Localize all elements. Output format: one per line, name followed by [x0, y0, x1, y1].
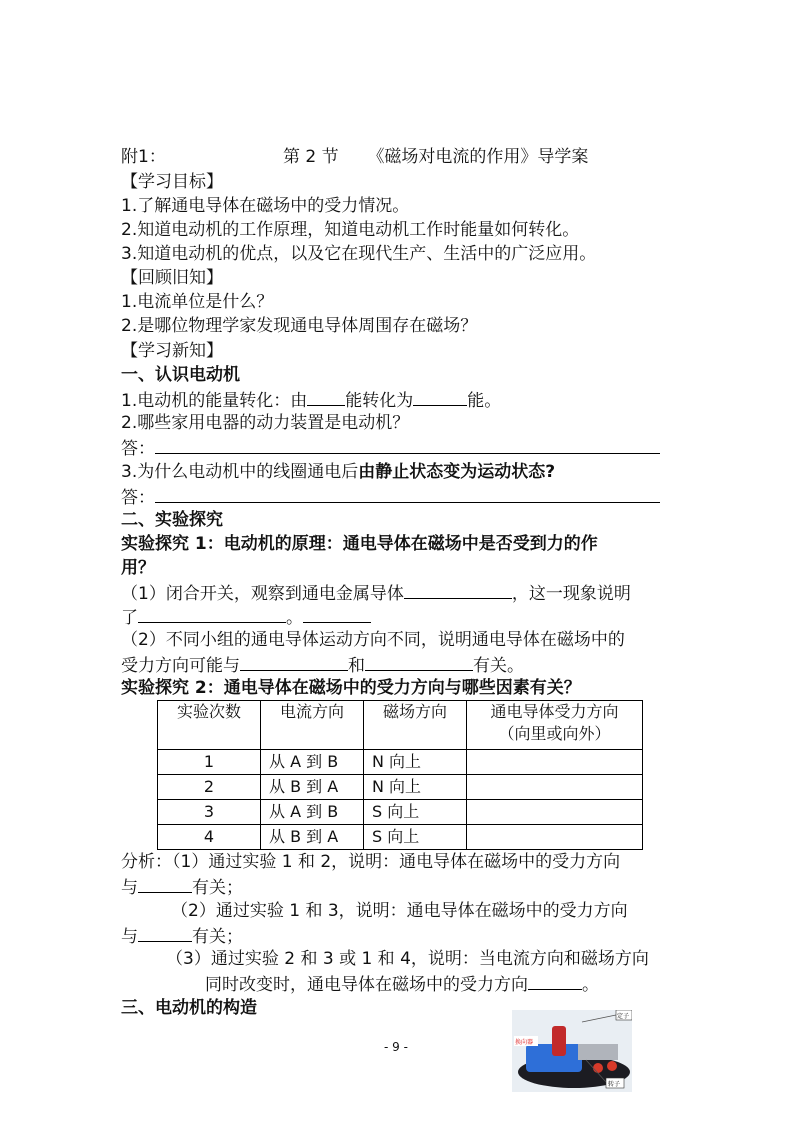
table-row: 2 从 B 到 A N 向上 [158, 775, 643, 800]
answer-line: 答： [121, 484, 660, 510]
blank[interactable] [138, 604, 286, 623]
table-header: 电流方向 [261, 701, 364, 750]
label-commutator: 换向器 [515, 1039, 534, 1046]
label-stator: 定子 [617, 1013, 630, 1020]
blank[interactable] [240, 652, 348, 671]
question-energy-conversion: 1.电动机的能量转化：由 能转化为 能。 [121, 387, 501, 413]
question-coil-motion: 3.为什么电动机中的线圈通电后由静止状态变为运动状态? [121, 462, 556, 482]
blank[interactable] [528, 971, 582, 990]
section-number: 第 2 节 [283, 147, 339, 167]
page-title [283, 145, 588, 169]
terminal [607, 1061, 617, 1071]
motor-rotor-frame [578, 1044, 618, 1060]
table-header: 通电导体受力方向 （向里或向外） [467, 701, 643, 750]
appendix-label: 附1： [121, 147, 166, 167]
table-row: 1 从 A 到 B N 向上 [158, 750, 643, 775]
answer-blank[interactable] [155, 435, 660, 454]
blank[interactable] [303, 604, 371, 623]
table-row: 3 从 A 到 B S 向上 [158, 800, 643, 825]
blank[interactable] [138, 923, 192, 942]
answer-cell[interactable] [467, 750, 643, 775]
analysis-1-cont: 与 有关； [121, 874, 243, 900]
blank[interactable] [307, 387, 345, 406]
review-item: 2.是哪位物理学家发现通电导体周围存在磁场？ [121, 316, 478, 336]
experiment2-title: 实验探究 2：通电导体在磁场中的受力方向与哪些因素有关？ [121, 678, 581, 698]
review-heading: 【回顾旧知】 [121, 268, 223, 288]
blank[interactable] [413, 387, 467, 406]
goal-item: 1.了解通电导体在磁场中的受力情况。 [121, 196, 410, 216]
goals-heading: 【学习目标】 [121, 172, 223, 192]
goal-item: 2.知道电动机的工作原理，知道电动机工作时能量如何转化。 [121, 220, 580, 240]
part2-heading: 二、实验探究 [121, 510, 223, 530]
blank[interactable] [365, 652, 473, 671]
experiment1-question1: （1）闭合开关，观察到通电金属导体 ，这一现象说明 [121, 580, 631, 606]
answer-line: 答： [121, 435, 660, 461]
table-row: 4 从 B 到 A S 向上 [158, 825, 643, 850]
table-header: 磁场方向 [364, 701, 467, 750]
table-header: 实验次数 [158, 701, 261, 750]
analysis-1: 分析：（1）通过实验 1 和 2，说明：通电导体在磁场中的受力方向 [121, 852, 621, 872]
analysis-3: （3）通过实验 2 和 3 或 1 和 4，说明：当电流方向和磁场方向 [166, 949, 649, 969]
new-knowledge-heading: 【学习新知】 [121, 341, 223, 361]
experiment1-title-cont: 用？ [121, 558, 155, 578]
review-item: 1.电流单位是什么？ [121, 292, 274, 312]
experiment-table [157, 700, 643, 850]
answer-cell[interactable] [467, 775, 643, 800]
part1-heading: 一、认识电动机 [121, 365, 240, 385]
blank[interactable] [404, 580, 512, 599]
experiment1-question2: （2）不同小组的通电导体运动方向不同，说明通电导体在磁场中的 [121, 630, 625, 650]
experiment1-title: 实验探究 1：电动机的原理：通电导体在磁场中是否受到力的作 [121, 534, 598, 554]
label-rotor: 转子 [608, 1081, 621, 1088]
motor-photo [512, 1010, 632, 1092]
blank[interactable] [138, 874, 192, 893]
table-header-row [158, 701, 643, 750]
experiment1-question1-cont: 了 。 [121, 604, 371, 630]
part3-heading: 三、电动机的构造 [121, 998, 257, 1018]
answer-cell[interactable] [467, 800, 643, 825]
goal-item: 3.知道电动机的优点，以及它在现代生产、生活中的广泛应用。 [121, 244, 597, 264]
motor-magnet [552, 1026, 566, 1056]
answer-blank[interactable] [155, 484, 660, 503]
terminal [593, 1063, 603, 1073]
experiment1-question2-cont: 受力方向可能与 和 有关。 [121, 652, 524, 678]
analysis-2-cont: 与 有关； [121, 923, 243, 949]
answer-cell[interactable] [467, 825, 643, 850]
question-appliances: 2.哪些家用电器的动力装置是电动机？ [121, 413, 410, 433]
analysis-2: （2）通过实验 1 和 3，说明：通电导体在磁场中的受力方向 [171, 901, 628, 921]
document-title: 《磁场对电流的作用》导学案 [367, 147, 589, 167]
analysis-3-cont: 同时改变时，通电导体在磁场中的受力方向 。 [205, 971, 599, 997]
page-number: - 9 - [384, 1040, 408, 1054]
